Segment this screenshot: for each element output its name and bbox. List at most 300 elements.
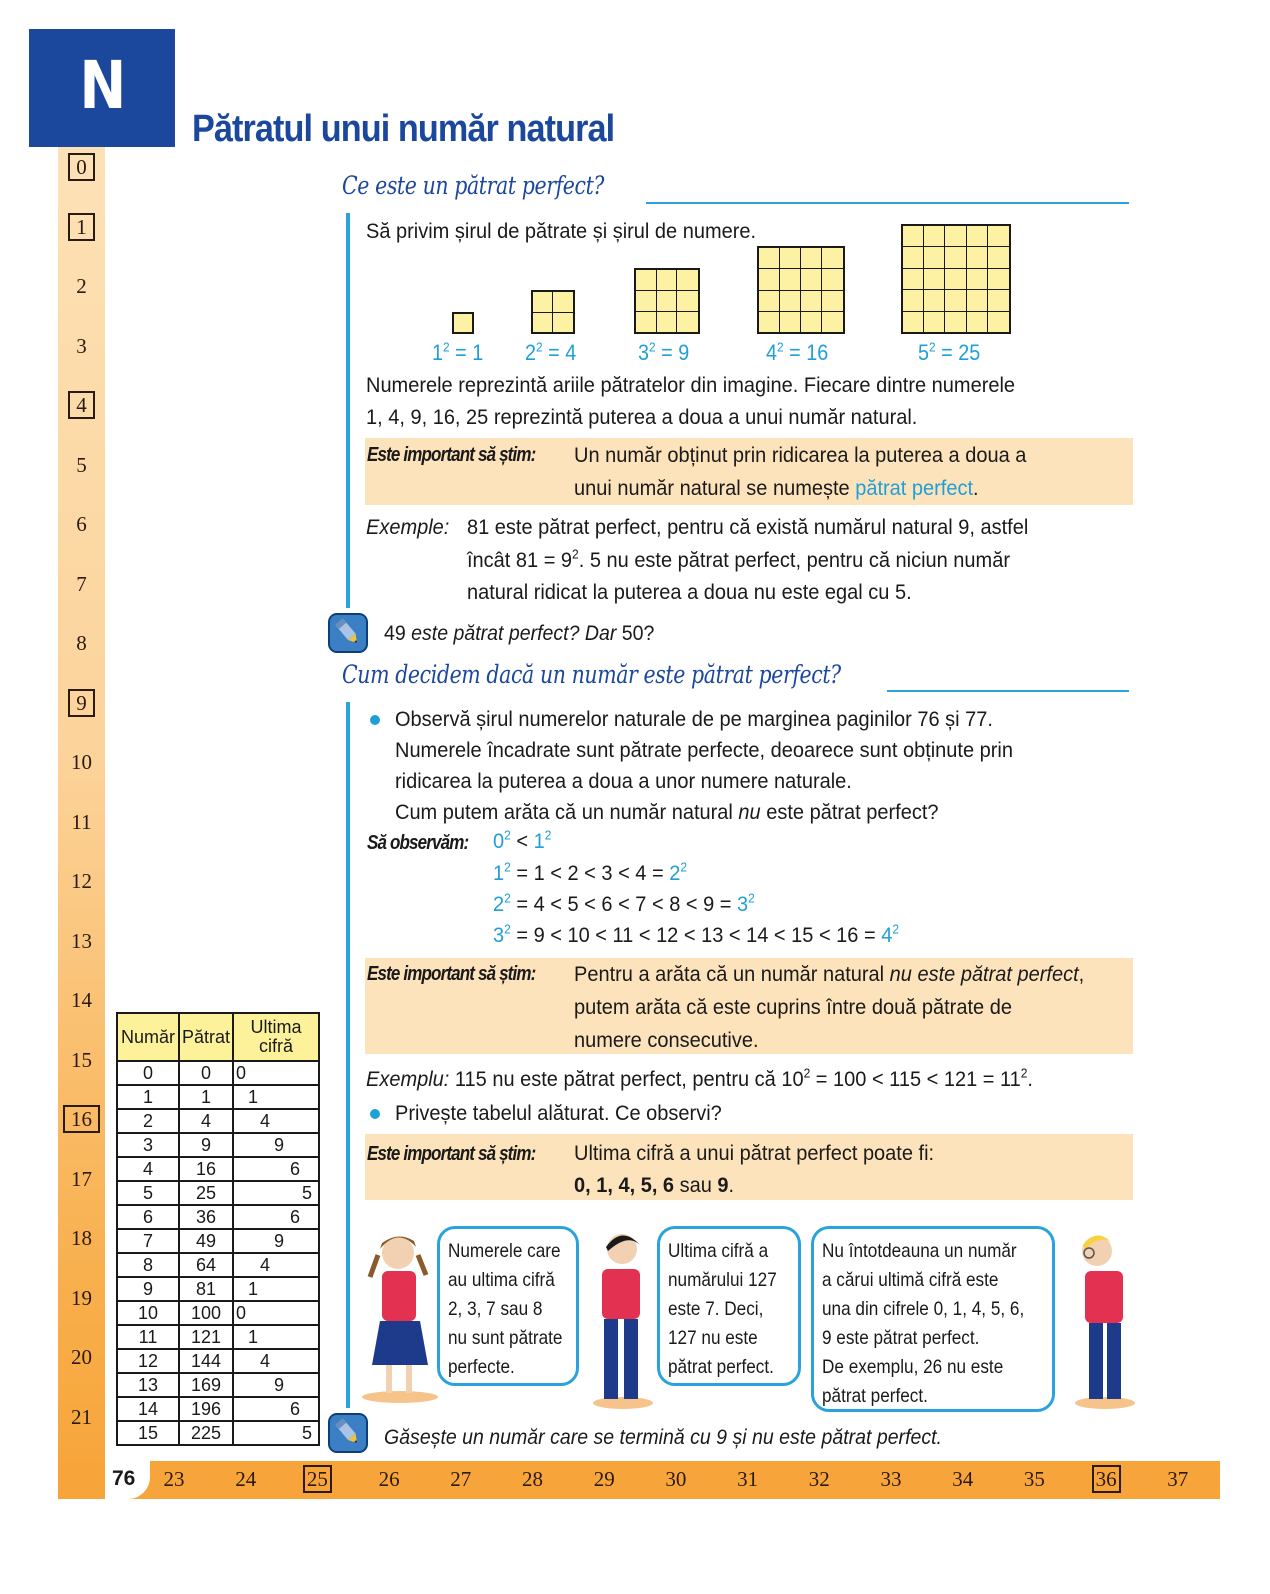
power-term	[493, 892, 511, 916]
text-span: .	[973, 476, 979, 500]
table-cell: 7	[117, 1229, 179, 1253]
table-row	[117, 1325, 319, 1349]
unit-cell	[801, 269, 822, 290]
margin-number-text: 9	[68, 689, 95, 717]
chapter-letter: N	[79, 47, 125, 124]
margin-number-text: 8	[76, 631, 87, 655]
table-cell	[233, 1253, 319, 1277]
important-text	[574, 962, 1084, 987]
observe-label: Să observăm:	[367, 832, 469, 854]
square-formula: $5^2 = 25$	[918, 339, 981, 365]
power-term	[737, 892, 755, 916]
table-cell: 196	[179, 1397, 233, 1421]
example-line: natural ridicat la puterea a doua nu este egal cu 5.	[467, 580, 912, 604]
margin-number	[58, 631, 105, 656]
speech-bubble	[657, 1226, 801, 1386]
column-header: Pătrat	[179, 1013, 233, 1061]
unit-cell	[945, 269, 966, 290]
bullet-line: Observă șirul numerelor naturale de pe marginea paginilor 76 și 77.	[395, 707, 993, 731]
base: 3	[493, 923, 505, 947]
unit-cell	[677, 270, 698, 291]
text-span: este pătrat perfect?	[760, 800, 939, 824]
bubble-line: pătrat perfect.	[668, 1356, 774, 1378]
table-cell: 81	[179, 1277, 233, 1301]
power-term	[881, 923, 899, 947]
table-cell: 9	[117, 1277, 179, 1301]
digits-list: 0, 1, 4, 5, 6	[574, 1173, 675, 1197]
table-cell: 6	[117, 1205, 179, 1229]
text-span: sau	[674, 1173, 718, 1197]
exponent: 2	[892, 921, 900, 937]
base: 3	[638, 340, 650, 365]
bubble-line: au ultima cifră	[448, 1269, 555, 1291]
last-digit: 9	[274, 1231, 285, 1251]
important-text	[574, 1173, 734, 1198]
bullet-icon	[370, 715, 380, 725]
table-header-row	[117, 1013, 319, 1061]
base: 2	[669, 861, 681, 885]
text-span: nu	[738, 800, 761, 824]
pencil-icon	[328, 613, 368, 653]
margin-number-text: 37	[1167, 1467, 1189, 1491]
square-formula: $2^2 = 4$	[525, 339, 577, 365]
table-cell: 121	[179, 1325, 233, 1349]
margin-number-text: 23	[163, 1467, 185, 1491]
text-span: . 5 nu este pătrat perfect, pentru că niciun număr	[578, 548, 1010, 572]
important-text: numere consecutive.	[574, 1028, 759, 1052]
last-digit: 1	[248, 1279, 259, 1299]
exponent: 2	[929, 339, 936, 355]
exponent: 2	[649, 339, 656, 355]
margin-number-text: 13	[71, 928, 92, 953]
example-line	[366, 1067, 1033, 1092]
table-row	[117, 1229, 319, 1253]
table-cell: 13	[117, 1373, 179, 1397]
important-label: Este important să știm:	[367, 444, 536, 466]
margin-number	[58, 155, 105, 180]
speech-bubble	[437, 1226, 579, 1386]
bubble-line: una din cifrele 0, 1, 4, 5, 6,	[822, 1298, 1025, 1320]
speech-bubble	[811, 1226, 1055, 1412]
table-cell	[233, 1205, 319, 1229]
table-row	[117, 1181, 319, 1205]
boy-illustration	[588, 1225, 658, 1410]
important-label: Este important să știm:	[367, 1143, 536, 1165]
unit-cell	[945, 226, 966, 247]
text-span: Pentru a arăta că un număr natural	[574, 962, 890, 986]
last-digit: 1	[248, 1327, 259, 1347]
text-span: <	[510, 829, 534, 853]
unit-cell	[924, 269, 945, 290]
bubble-line: este 7. Deci,	[668, 1298, 764, 1320]
table-cell: 14	[117, 1397, 179, 1421]
margin-number	[659, 1467, 693, 1492]
table-row	[117, 1205, 319, 1229]
margin-number	[58, 334, 105, 359]
task-question: Găsește un număr care se termină cu 9 și nu este pătrat perfect.	[384, 1426, 942, 1449]
unit-cell	[967, 226, 988, 247]
bubble-line: De exemplu, 26 nu este	[822, 1356, 1004, 1378]
margin-number-text: 27	[450, 1467, 472, 1491]
table-cell	[233, 1133, 319, 1157]
last-digit: 5	[302, 1423, 313, 1443]
table-cell: 225	[179, 1421, 233, 1445]
unit-cell	[759, 312, 780, 332]
table-row	[117, 1253, 319, 1277]
last-digit: 4	[260, 1351, 271, 1371]
margin-number	[444, 1467, 478, 1492]
girl-illustration	[350, 1225, 440, 1405]
table-cell	[233, 1301, 319, 1325]
square-grid	[452, 312, 474, 334]
margin-number-text: 33	[880, 1467, 902, 1491]
power-term	[493, 829, 511, 853]
page-title: Pătratul unui număr natural	[192, 108, 615, 150]
base: 2	[493, 892, 505, 916]
unit-cell	[780, 269, 801, 290]
table-row	[117, 1157, 319, 1181]
text-span: .	[728, 1173, 735, 1197]
table-cell: 9	[179, 1133, 233, 1157]
margin-number-text: 2	[76, 274, 87, 298]
important-text	[574, 476, 979, 501]
table-cell: 10	[117, 1301, 179, 1325]
margin-number	[802, 1467, 836, 1492]
table-cell	[233, 1229, 319, 1253]
examples-label: Exemple:	[366, 515, 450, 539]
unit-cell	[924, 247, 945, 268]
unit-cell	[533, 313, 553, 333]
unit-cell	[988, 247, 1009, 268]
margin-number	[372, 1467, 406, 1492]
result: 9	[678, 340, 690, 365]
unit-cell	[822, 248, 843, 269]
text-span: 115 nu este pătrat perfect, pentru că 10	[449, 1067, 804, 1091]
unit-cell	[822, 269, 843, 290]
last-digit: 9	[274, 1135, 285, 1155]
table-cell: 144	[179, 1349, 233, 1373]
unit-cell	[988, 312, 1009, 332]
exponent: 2	[572, 546, 579, 562]
table-row	[117, 1373, 319, 1397]
margin-number	[58, 572, 105, 597]
table-row	[117, 1061, 319, 1085]
table-row	[117, 1349, 319, 1373]
margin-number	[946, 1467, 980, 1492]
margin-number	[58, 215, 105, 240]
margin-number	[157, 1467, 191, 1492]
power-term	[493, 923, 511, 947]
table-row	[117, 1421, 319, 1445]
unit-cell	[657, 312, 678, 332]
exponent: 2	[544, 827, 552, 843]
table-cell: 0	[179, 1061, 233, 1085]
margin-number	[1089, 1467, 1123, 1492]
margin-number-text: 17	[71, 1166, 92, 1191]
text-span: ,	[1078, 962, 1085, 986]
unit-cell	[988, 269, 1009, 290]
margin-number-text: 29	[593, 1467, 615, 1491]
unit-cell	[988, 290, 1009, 311]
margin-number	[58, 512, 105, 537]
bullet-line: ridicarea la puterea a doua a unor numere naturale.	[395, 769, 852, 793]
unit-cell	[924, 290, 945, 311]
column-header: Număr	[117, 1013, 179, 1061]
margin-number	[58, 1405, 105, 1430]
base: 3	[737, 892, 749, 916]
unit-cell	[945, 312, 966, 332]
margin-number-text: 10	[71, 750, 92, 774]
bullet-line: Numerele încadrate sunt pătrate perfecte, deoarece sunt obținute prin	[395, 738, 1014, 762]
square-formula: $3^2 = 9$	[638, 339, 690, 365]
margin-number-text: 7	[76, 571, 87, 596]
paragraph-line: 1, 4, 9, 16, 25 reprezintă puterea a doua a unui număr natural.	[366, 405, 918, 429]
bubble-line: a cărui ultimă cifră este	[822, 1269, 999, 1291]
table-cell: 36	[179, 1205, 233, 1229]
text-span: = 1 < 2 < 3 < 4 =	[510, 861, 670, 885]
base: 1	[432, 340, 444, 365]
bullet-line: Privește tabelul alăturat. Ce observi?	[395, 1101, 722, 1125]
table-cell: 64	[179, 1253, 233, 1277]
square-grid	[531, 290, 575, 334]
unit-cell	[822, 291, 843, 312]
exponent: 2	[504, 921, 511, 937]
unit-cell	[924, 312, 945, 332]
digits-list: 9	[717, 1173, 729, 1197]
unit-cell	[677, 312, 698, 332]
margin-number-text: 28	[522, 1467, 543, 1491]
unit-cell	[780, 312, 801, 332]
table-cell	[233, 1181, 319, 1205]
power-term	[534, 829, 552, 853]
table-cell: 15	[117, 1421, 179, 1445]
pencil-icon	[328, 1413, 368, 1453]
unit-cell	[988, 226, 1009, 247]
table-cell: 0	[117, 1061, 179, 1085]
square-formula: $4^2 = 16$	[766, 339, 829, 365]
bubble-line: nu sunt pătrate	[448, 1327, 563, 1349]
last-digit: 1	[248, 1087, 259, 1107]
last-digit: 0	[236, 1303, 247, 1323]
unit-cell	[903, 226, 924, 247]
result: 1	[472, 340, 484, 365]
margin-number	[58, 1226, 105, 1251]
margin-number-text: 21	[71, 1404, 92, 1429]
table-row	[117, 1085, 319, 1109]
exponent: 2	[680, 859, 688, 875]
example-line: 81 este pătrat perfect, pentru că există numărul natural 9, astfel	[467, 515, 1029, 539]
exponent: 2	[504, 859, 511, 875]
square-grid	[757, 246, 845, 334]
exponent: 2	[803, 1065, 811, 1081]
table-cell: 1	[117, 1085, 179, 1109]
bullet-icon	[370, 1109, 380, 1119]
unit-cell	[677, 291, 698, 312]
table-cell: 16	[179, 1157, 233, 1181]
text-span: Cum putem arăta că un număr natural	[395, 800, 739, 824]
important-text: Ultima cifră a unui pătrat perfect poate fi:	[574, 1141, 935, 1165]
bubble-line: numărului 127	[668, 1269, 777, 1291]
unit-cell	[945, 247, 966, 268]
margin-number	[58, 1107, 105, 1132]
table-row	[117, 1397, 319, 1421]
text-span: = 9 < 10 < 11 < 12 < 13 < 14 < 15 < 16 =	[510, 923, 882, 947]
unit-cell	[780, 248, 801, 269]
unit-cell	[780, 291, 801, 312]
inequality-line	[493, 829, 551, 854]
margin-number-text: 4	[68, 391, 95, 419]
text-span: = 100 < 115 < 121 = 11	[810, 1067, 1021, 1091]
margin-number-text: 16	[63, 1105, 100, 1133]
unit-cell	[657, 270, 678, 291]
example-label: Exemplu:	[366, 1067, 450, 1091]
table-cell: 3	[117, 1133, 179, 1157]
text-span: unui număr natural se numește	[574, 476, 856, 500]
question-line	[395, 800, 939, 825]
margin-number	[58, 1048, 105, 1073]
margin-number	[731, 1467, 765, 1492]
text-span: 49	[384, 622, 412, 645]
inequality-line	[493, 861, 687, 886]
margin-number	[300, 1467, 334, 1492]
unit-cell	[801, 312, 822, 332]
last-digit: 4	[260, 1255, 271, 1275]
unit-cell	[636, 291, 657, 312]
boy-with-glasses-illustration	[1065, 1225, 1140, 1410]
section-heading-2: Cum decidem dacă un număr este pătrat perfect?	[342, 660, 841, 689]
unit-cell	[801, 248, 822, 269]
margin-number	[58, 1345, 105, 1370]
table-cell: 100	[179, 1301, 233, 1325]
table-cell: 5	[117, 1181, 179, 1205]
base: 1	[533, 829, 545, 853]
square-grid	[901, 224, 1011, 334]
table-cell: 25	[179, 1181, 233, 1205]
exponent: 2	[777, 339, 784, 355]
unit-cell	[759, 269, 780, 290]
margin-number-text: 34	[952, 1467, 974, 1491]
margin-number	[58, 274, 105, 299]
unit-cell	[903, 247, 924, 268]
square-formula: $1^2 = 1$	[432, 339, 484, 365]
table-cell: 4	[179, 1109, 233, 1133]
margin-number-text: 15	[71, 1047, 92, 1072]
unit-cell	[553, 292, 573, 313]
text-span: = 4 < 5 < 6 < 7 < 8 < 9 =	[510, 892, 738, 916]
margin-number-text: 5	[76, 452, 87, 477]
text-span: .	[1027, 1067, 1033, 1091]
base: 4	[766, 340, 778, 365]
margin-number-text: 19	[71, 1285, 92, 1310]
task-question	[384, 622, 654, 646]
exponent: 2	[536, 339, 543, 355]
base: 5	[918, 340, 930, 365]
section-heading-1: Ce este un pătrat perfect?	[342, 171, 604, 200]
exponent: 2	[443, 339, 450, 355]
margin-number	[58, 988, 105, 1013]
unit-cell	[967, 312, 988, 332]
unit-cell	[924, 226, 945, 247]
important-text: Un număr obținut prin ridicarea la puterea a doua a	[574, 443, 1027, 467]
table-cell: 1	[179, 1085, 233, 1109]
base: 0	[493, 829, 505, 853]
table-cell: 4	[117, 1157, 179, 1181]
unit-cell	[801, 291, 822, 312]
table-cell: 11	[117, 1325, 179, 1349]
section-bar	[346, 213, 350, 608]
unit-cell	[657, 291, 678, 312]
base: 2	[525, 340, 537, 365]
margin-number-text: 1	[68, 213, 95, 241]
last-digit: 6	[290, 1159, 301, 1179]
unit-cell	[636, 270, 657, 291]
bubble-line: Nu întotdeauna un număr	[822, 1240, 1017, 1262]
text-span: încât 81 = 9	[467, 548, 573, 572]
chapter-logo	[29, 29, 175, 147]
paragraph-line: Numerele reprezintă ariile pătratelor din imagine. Fiecare dintre numerele	[366, 373, 1016, 397]
unit-cell	[903, 312, 924, 332]
page-number: 76	[112, 1467, 136, 1490]
text-span: nu este pătrat perfect	[889, 962, 1079, 986]
unit-cell	[945, 290, 966, 311]
unit-cell	[454, 314, 472, 332]
margin-number	[58, 1286, 105, 1311]
text-span: 50?	[621, 622, 655, 645]
margin-number-text: 26	[378, 1467, 400, 1491]
unit-cell	[967, 290, 988, 311]
square-grid	[634, 268, 700, 334]
bubble-line: perfecte.	[448, 1356, 515, 1378]
intro-text: Să privim șirul de pătrate și șirul de numere.	[366, 219, 757, 243]
squares-table	[116, 1012, 320, 1446]
margin-number-text: 35	[1023, 1467, 1045, 1491]
inequality-line	[493, 923, 899, 948]
result: 25	[958, 340, 981, 365]
last-digit: 6	[290, 1399, 301, 1419]
table-cell	[233, 1373, 319, 1397]
margin-number-text: 6	[76, 512, 87, 536]
table-cell: 12	[117, 1349, 179, 1373]
unit-cell	[636, 312, 657, 332]
margin-number	[874, 1467, 908, 1492]
margin-number-text: 24	[235, 1467, 257, 1491]
unit-cell	[967, 247, 988, 268]
base: 4	[881, 923, 893, 947]
text-span: este pătrat perfect? Dar	[411, 622, 622, 645]
exponent: 2	[504, 890, 511, 906]
unit-cell	[533, 292, 553, 313]
table-cell: 49	[179, 1229, 233, 1253]
table-row	[117, 1133, 319, 1157]
margin-number	[58, 691, 105, 716]
heading-rule	[646, 202, 1129, 204]
last-digit: 0	[236, 1063, 247, 1083]
bubble-line: 9 este pătrat perfect.	[822, 1327, 980, 1349]
unit-cell	[759, 291, 780, 312]
result: 16	[806, 340, 829, 365]
margin-number	[1161, 1467, 1195, 1492]
unit-cell	[967, 269, 988, 290]
margin-number	[587, 1467, 621, 1492]
important-label: Este important să știm:	[367, 963, 536, 985]
term-highlight: pătrat perfect	[855, 476, 974, 500]
example-line	[467, 548, 1010, 573]
bubble-line: Ultima cifră a	[668, 1240, 769, 1262]
table-cell	[233, 1085, 319, 1109]
margin-number-text: 18	[71, 1226, 92, 1250]
exponent: 2	[504, 827, 511, 843]
important-text: putem arăta că este cuprins între două pătrate de	[574, 995, 1012, 1019]
